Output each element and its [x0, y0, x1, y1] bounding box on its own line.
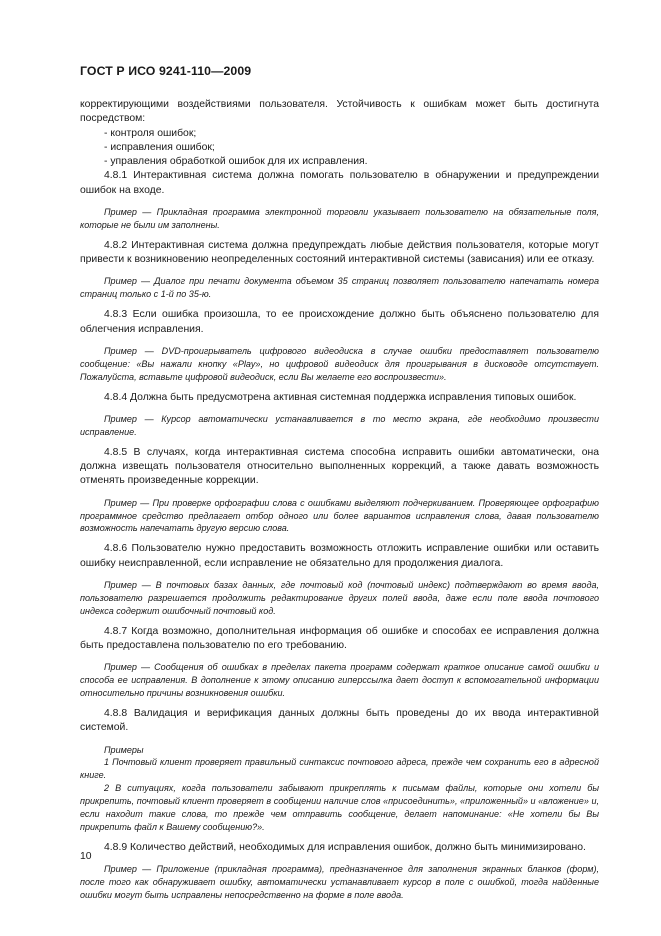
clause-4-8-3: 4.8.3 Если ошибка произошла, то ее происхождение должно быть объяснено пользователю для облегчения исправления.: [80, 309, 599, 335]
examples-heading: Примеры: [104, 744, 144, 755]
example-4-8-1: Пример — Прикладная программа электронной торговли указывает пользователю на обязательные поля, которые не были им заполнены.: [80, 207, 599, 230]
example-4-8-5: Пример — При проверке орфографии слова с ошибками выделяют подчеркиванием. Проверяющее орфографию программное средство предлагает отбор одного или более вариантов исправления слова, давая пользователю возможность напечатать другую версию слова.: [80, 497, 599, 534]
example-4-8-4: Пример — Курсор автоматически устанавливается в то место экрана, где необходимо произвести исправление.: [80, 413, 599, 437]
clause-4-8-1: 4.8.1 Интерактивная система должна помогать пользователю в обнаружении и предупреждении ошибок на входе.: [80, 170, 599, 196]
list-item: - исправления ошибок;: [104, 141, 215, 153]
page-number: 10: [80, 851, 92, 862]
document-header: ГОСТ Р ИСО 9241-110—2009: [80, 64, 252, 78]
clause-4-8-4: 4.8.4 Должна быть предусмотрена активная системная поддержка исправления типовых ошибок.: [104, 391, 577, 403]
example-4-8-3: Пример — DVD-проигрыватель цифрового видеодиска в случае ошибки предоставляет пользователю сообщение: «Вы нажали кнопку «Play», но цифровой видеодиск для проигрывания в дисководе отсутствует. Пожалуйста, вставьте цифровой видеодиск, если Вы желаете его воспроизвести».: [80, 345, 599, 382]
example-4-8-9: Пример — Приложение (прикладная программа), предназначенное для заполнения экранных бланков (форм), после того как обнаруживает ошибку, автоматически устанавливает курсор в поле с ошибкой, тогда найденные ошибки могут быть исправлены непосредственно на форме в поле ввода.: [80, 864, 599, 900]
list-item: - управления обработкой ошибок для их исправления.: [104, 156, 368, 168]
example-4-8-8-2: 2 В ситуациях, когда пользователи забывают прикреплять к письмам файлы, которые они хотели бы прикрепить, почтовый клиент проверяет в сообщении наличие слов «присоединить», «приложенный» и «вложение» и, если находит такие слова, то прежде чем отправить сообщение, делает напоминание: «Не хотели бы Вы прикрепить файл к Вашему сообщению?».: [80, 783, 599, 832]
clause-4-8-9: 4.8.9 Количество действий, необходимых для исправления ошибок, должно быть минимизировано.: [104, 841, 586, 853]
document-page: [80, 64, 599, 902]
clause-4-8-7: 4.8.7 Когда возможно, дополнительная информация об ошибке и способах ее исправления должна быть предоставлена пользователю по его требованию.: [80, 625, 599, 651]
clause-4-8-8: 4.8.8 Валидация и верификация данных должны быть проведены до их ввода интерактивной системой.: [80, 707, 599, 734]
example-4-8-2: Пример — Диалог при печати документа объемом 35 страниц позволяет пользователю напечатать номера страниц только с 1-й по 35-ю.: [80, 276, 599, 300]
intro-paragraph: корректирующими воздействиями пользователя. Устойчивость к ошибкам может быть достигнута посредством:: [80, 99, 599, 125]
clause-4-8-2: 4.8.2 Интерактивная система должна предупреждать любые действия пользователя, которые могут привести к возникновению неопределенных состояний интерактивной системы (зависания) или ее отказу.: [80, 239, 599, 266]
example-4-8-6: Пример — В почтовых базах данных, где почтовый код (почтовый индекс) подтверждают во время ввода, пользователю разрешается продолжить редактирование других полей ввода, даже если поле ввода почтового индекса содержит ошибочный почтовый код.: [80, 579, 599, 616]
example-4-8-8-1: 1 Почтовый клиент проверяет правильный синтаксис почтового адреса, прежде чем сохранить его в адресной книге.: [80, 757, 599, 781]
clause-4-8-5: 4.8.5 В случаях, когда интерактивная система способна исправить ошибки автоматически, она должна извещать пользователя относительно выполненных коррекций, а также давать возможность отменять произведенные коррекции.: [80, 446, 599, 487]
example-4-8-7: Пример — Сообщения об ошибках в пределах пакета программ содержат краткое описание самой ошибки и способа ее исправления. В дополнение к этому описанию гиперссылка дает доступ к вспомогательной информации относительно причины возникновения ошибки.: [80, 662, 599, 699]
list-item: - контроля ошибок;: [104, 127, 197, 139]
clause-4-8-6: 4.8.6 Пользователю нужно предоставить возможность отложить исправление ошибки или оставить ошибку неисправленной, если исправление не обязательно для продолжения диалога.: [80, 543, 599, 569]
